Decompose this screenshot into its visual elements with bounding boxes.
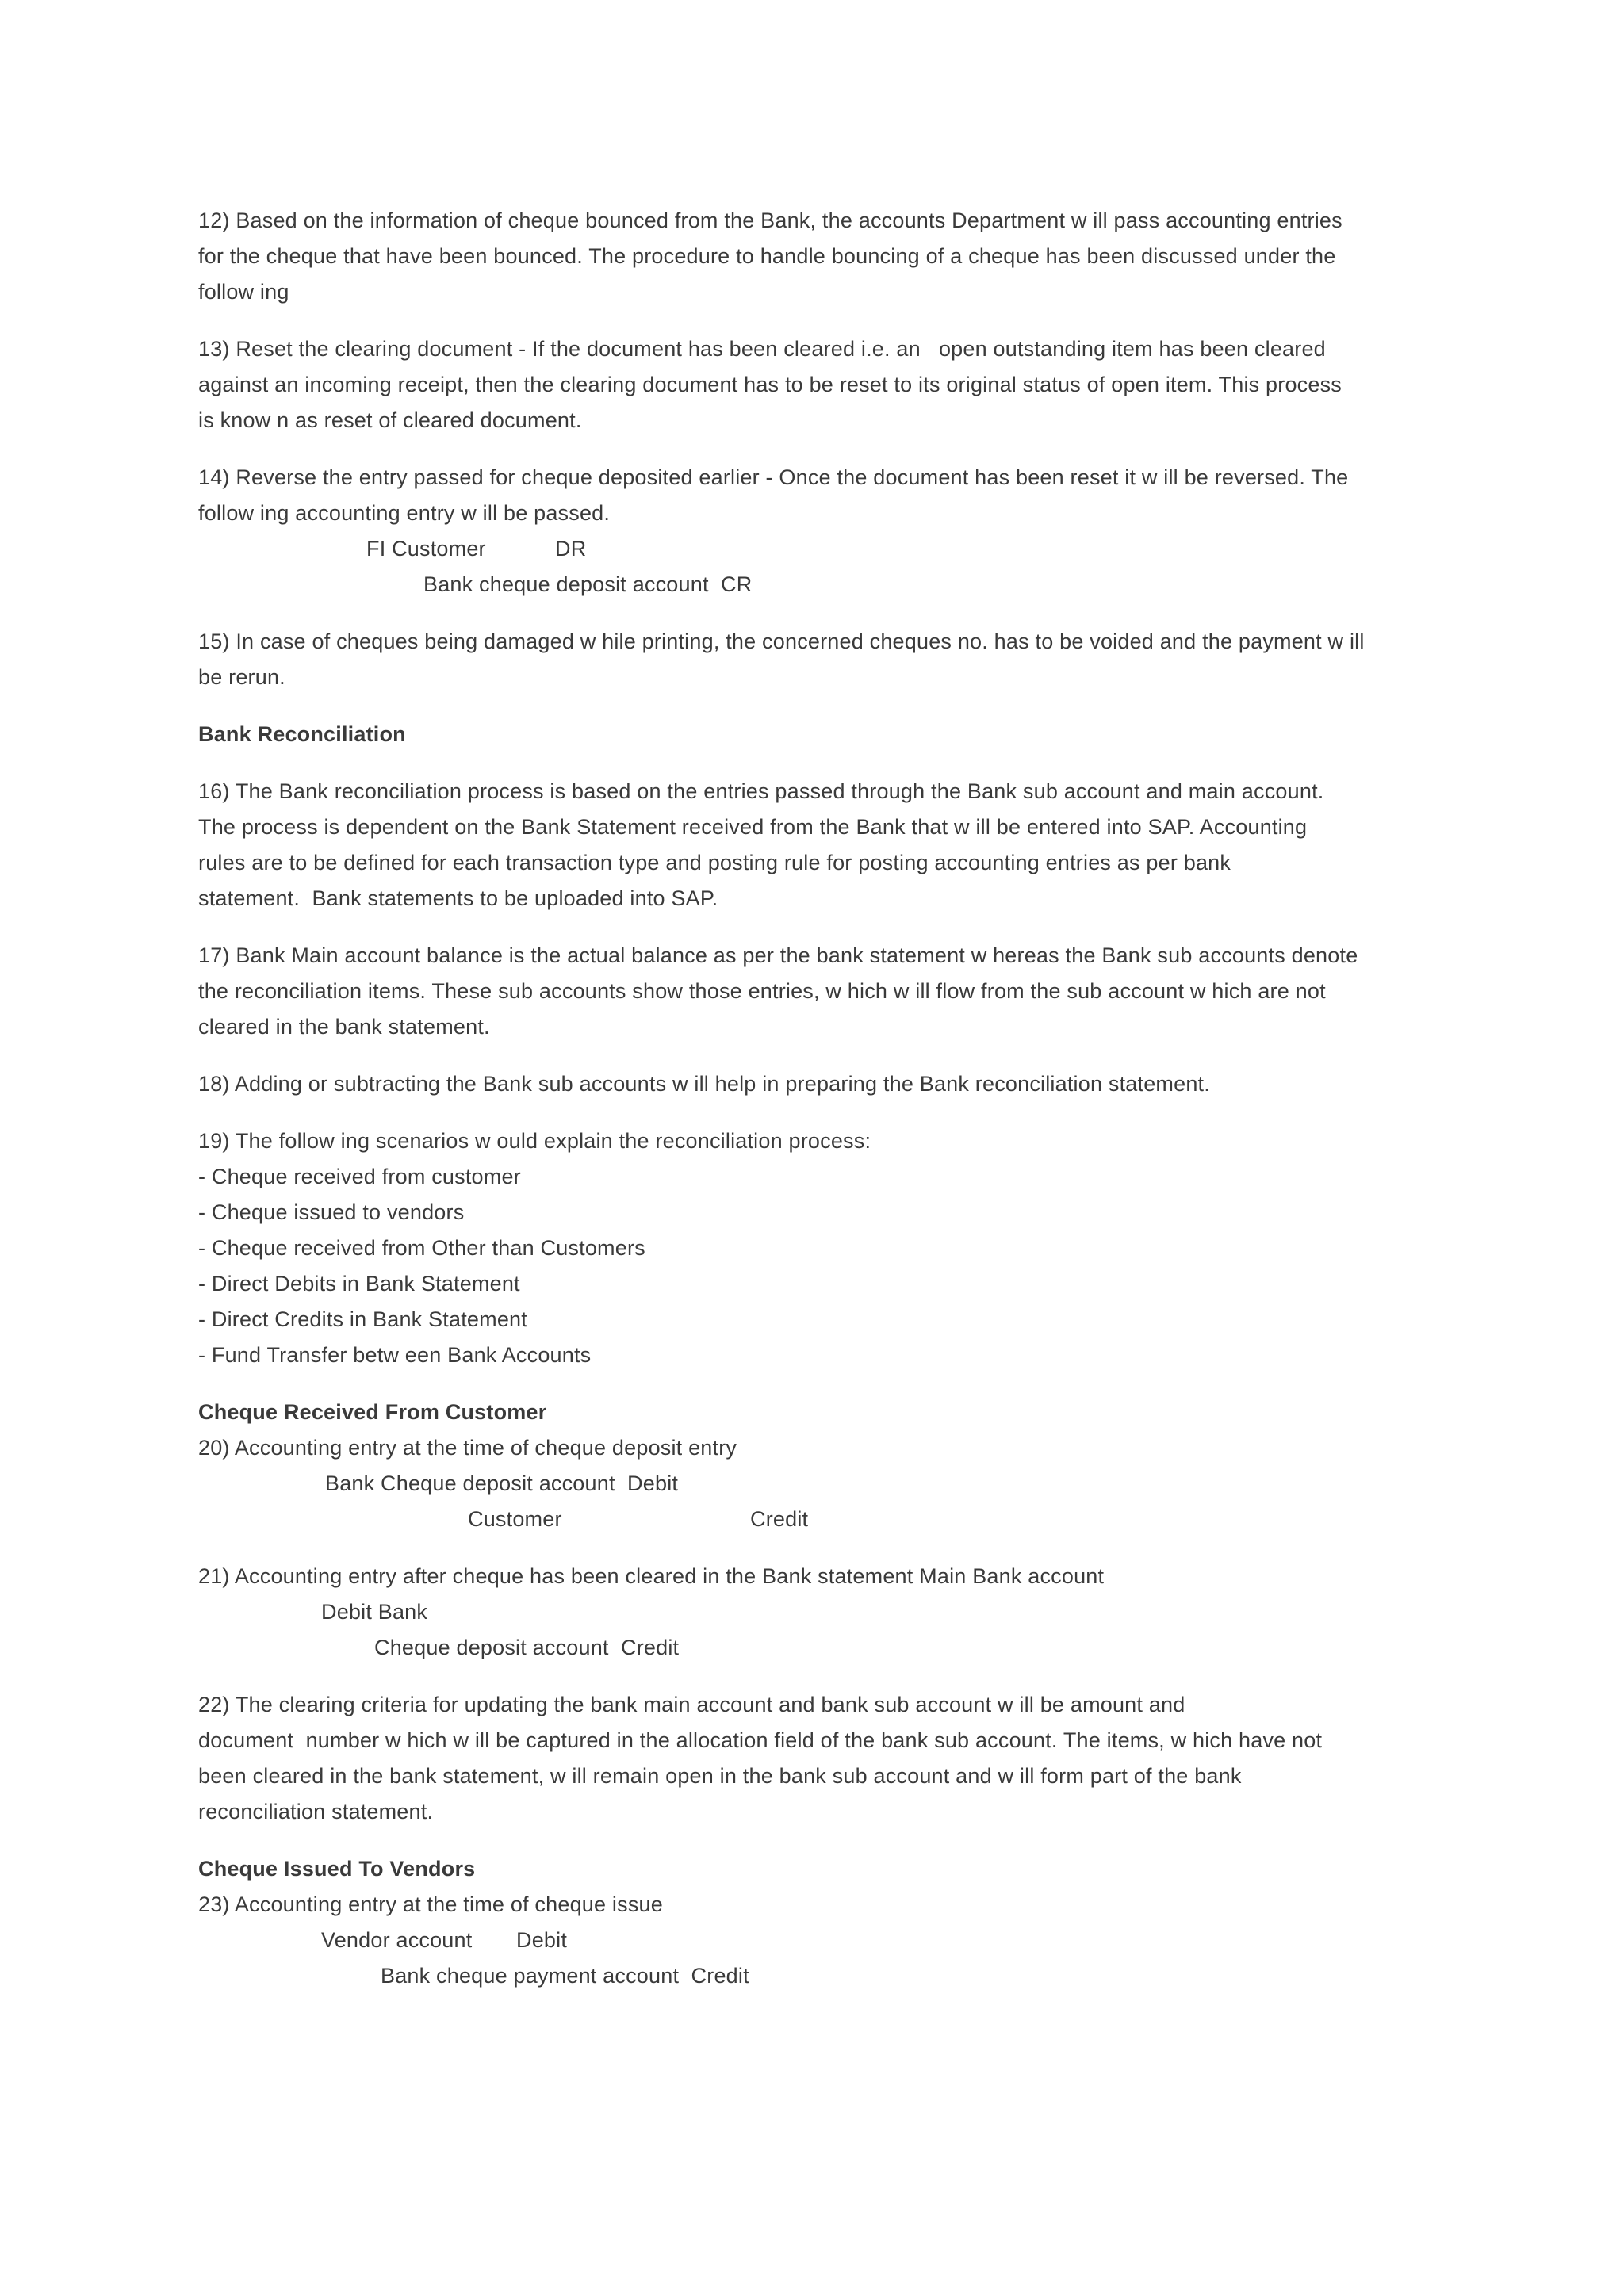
list-item: - Cheque received from customer — [198, 1165, 521, 1188]
text-line: been cleared in the bank statement, w ill remain open in the bank sub account and w ill form part of the bank — [198, 1764, 1242, 1788]
entry-side: Credit — [750, 1507, 809, 1531]
text-line: The process is dependent on the Bank Statement received from the Bank that w ill be entered into SAP. Accounting — [198, 815, 1308, 839]
section-heading: Cheque Received From Customer — [198, 1400, 547, 1424]
entry-account: Vendor account — [321, 1928, 473, 1952]
text-line: 21) Accounting entry after cheque has been cleared in the Bank statement Main Bank account — [198, 1564, 1105, 1588]
text-line: 20) Accounting entry at the time of cheque deposit entry — [198, 1436, 737, 1460]
entry-account: Customer — [468, 1507, 562, 1531]
text-line: 17) Bank Main account balance is the actual balance as per the bank statement w hereas the Bank sub accounts denote — [198, 943, 1358, 967]
entry-line — [198, 531, 1451, 567]
entry-line: Cheque deposit account Credit — [374, 1636, 680, 1659]
text-line: 15) In case of cheques being damaged w hile printing, the concerned cheques no. has to be voided and the payment w ill — [198, 629, 1365, 653]
text-line: 23) Accounting entry at the time of cheque issue — [198, 1892, 663, 1916]
text-line: 14) Reverse the entry passed for cheque deposited earlier - Once the document has been reset it w ill be reversed. The — [198, 465, 1349, 489]
text-line: 16) The Bank reconciliation process is based on the entries passed through the Bank sub account and main account. — [198, 779, 1324, 803]
text-line: statement. Bank statements to be uploaded into SAP. — [198, 886, 718, 910]
text-line: 12) Based on the information of cheque bounced from the Bank, the accounts Department w ill pass accounting entries — [198, 209, 1342, 232]
entry-line: Bank cheque payment account Credit — [381, 1964, 749, 1988]
text-line: 19) The follow ing scenarios w ould explain the reconciliation process: — [198, 1129, 871, 1153]
paragraph-16 — [198, 774, 1451, 916]
text-line: be rerun. — [198, 665, 285, 689]
paragraph-22 — [198, 1687, 1451, 1830]
paragraph-13 — [198, 331, 1451, 438]
text-line: cleared in the bank statement. — [198, 1015, 490, 1039]
text-line: 13) Reset the clearing document - If the document has been cleared i.e. an open outstanding item has been cleared — [198, 337, 1326, 361]
paragraph-19 — [198, 1123, 1451, 1373]
list-item: - Cheque received from Other than Customers — [198, 1236, 645, 1260]
text-line: follow ing — [198, 280, 289, 304]
section-cheque-received — [198, 1395, 1451, 1537]
list-item: - Cheque issued to vendors — [198, 1200, 465, 1224]
entry-line — [198, 1923, 1451, 1958]
entry-side: Debit — [516, 1928, 568, 1952]
entry-line: Bank cheque deposit account CR — [423, 572, 753, 596]
text-line: 22) The clearing criteria for updating the bank main account and bank sub account w ill be amount and — [198, 1693, 1185, 1716]
text-line: follow ing accounting entry w ill be passed. — [198, 501, 611, 525]
paragraph-17 — [198, 938, 1451, 1045]
text-line: is know n as reset of cleared document. — [198, 408, 582, 432]
paragraph-15 — [198, 624, 1451, 695]
section-heading: Cheque Issued To Vendors — [198, 1857, 476, 1881]
section-bank-reconciliation — [198, 717, 1451, 752]
list-item: - Direct Debits in Bank Statement — [198, 1272, 520, 1295]
entry-line — [198, 1502, 1451, 1537]
section-cheque-issued — [198, 1851, 1451, 1994]
entry-line: Debit Bank — [321, 1600, 428, 1624]
document-page — [198, 203, 1451, 2015]
text-line: document number w hich w ill be captured in the allocation field of the bank sub account. The items, w hich have not — [198, 1728, 1323, 1752]
list-item: - Direct Credits in Bank Statement — [198, 1307, 527, 1331]
entry-account: FI Customer — [366, 537, 486, 561]
text-line: 18) Adding or subtracting the Bank sub accounts w ill help in preparing the Bank reconciliation statement. — [198, 1072, 1210, 1096]
entry-line: Bank Cheque deposit account Debit — [325, 1471, 679, 1495]
text-line: for the cheque that have been bounced. The procedure to handle bouncing of a cheque has been discussed under the — [198, 244, 1336, 268]
section-heading: Bank Reconciliation — [198, 722, 406, 746]
paragraph-14 — [198, 460, 1451, 603]
list-item: - Fund Transfer betw een Bank Accounts — [198, 1343, 592, 1367]
entry-side: DR — [555, 537, 587, 561]
text-line: rules are to be defined for each transaction type and posting rule for posting accounting entries as per bank — [198, 851, 1231, 874]
paragraph-18 — [198, 1066, 1451, 1102]
text-line: the reconciliation items. These sub accounts show those entries, w hich w ill flow from the sub account w hich are not — [198, 979, 1326, 1003]
text-line: against an incoming receipt, then the clearing document has to be reset to its original status of open item. This process — [198, 373, 1342, 396]
text-line: reconciliation statement. — [198, 1800, 434, 1823]
paragraph-12 — [198, 203, 1451, 310]
paragraph-21 — [198, 1559, 1451, 1666]
